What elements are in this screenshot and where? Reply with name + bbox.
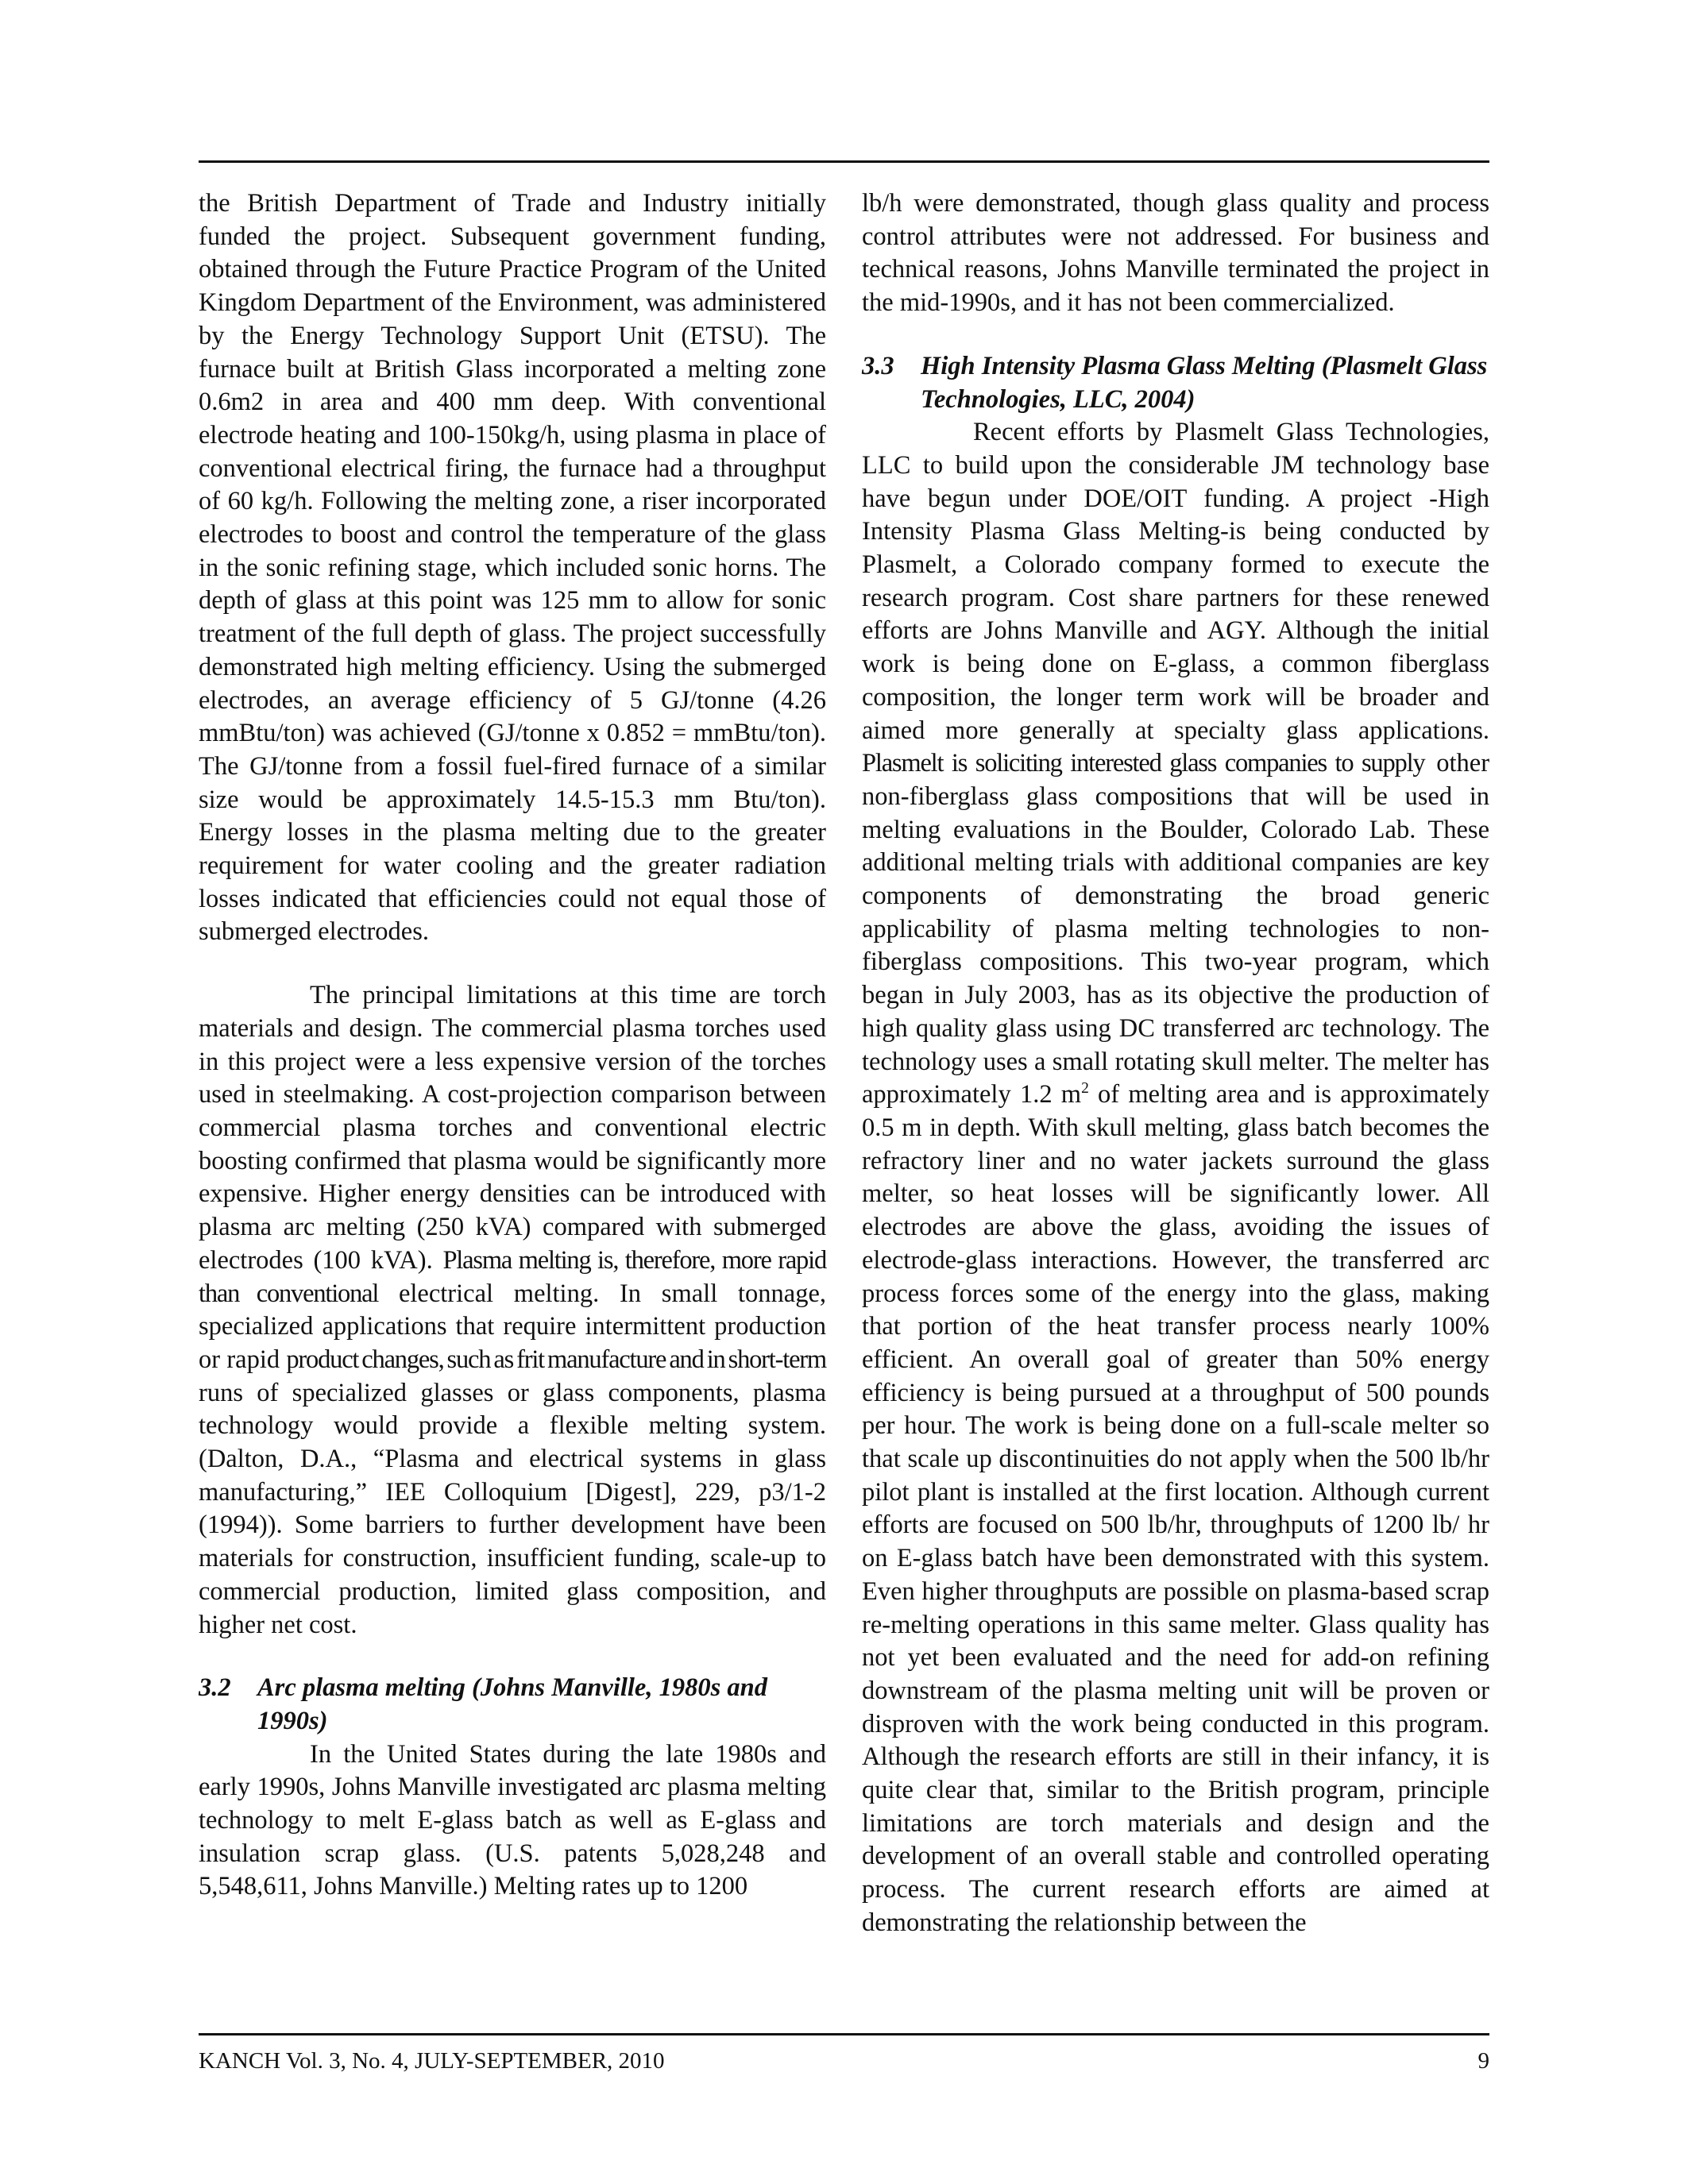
page-number: 9	[1477, 2048, 1489, 2074]
text-run: runs of specialized glasses or glass components, plasma technology would provide a flexible melting system. (Dalton, D.A., “Plasma and electrical systems in glass manufacturing,” IEE Colloquium [Digest], 229, p3/1-2 (1994)). Some barriers to further development have been materials for construction, insufficient funding, scale-up to commercial production, limited glass composition, and higher net cost.	[199, 1378, 826, 1639]
text-run: Plasmelt is soliciting interested glass companies to supply	[862, 749, 1425, 778]
superscript: 2	[1081, 1080, 1089, 1098]
text-run: Plasma melting is, therefore, more rapid than conventional	[199, 1245, 826, 1308]
section-heading	[199, 1672, 826, 1738]
section-title: High Intensity Plasma Glass Melting (Plasmelt Glass Technologies, LLC, 2004)	[921, 351, 1488, 414]
text-run: electrical melting. In small tonnage, specialized applications that require intermittent production or rapid	[199, 1279, 826, 1374]
left-column	[199, 187, 826, 1904]
section-title: Arc plasma melting (Johns Manville, 1980s and 1990s)	[257, 1673, 767, 1735]
text-run: Recent efforts by Plasmelt Glass Technologies, LLC to build upon the considerable JM technology base have begun under DOE/OIT funding. A project -High Intensity Plasma Glass Melting-is being conducted by Plasmelt, a Colorado company formed to execute the research program. Cost share partners for these renewed efforts are Johns Manville and AGY. Although the initial work is being done on E-glass, a common fiberglass composition, the longer term work will be broader and aimed more generally at specialty glass applications.	[862, 418, 1489, 745]
body-paragraph	[199, 979, 826, 1642]
footer-rule	[199, 2033, 1489, 2035]
text-run: other non-fiberglass glass compositions that will be used in melting evaluations in the Boulder, Colorado Lab. These additional melting trials with additional companies are key components of demonstrating the broad generic applicability of plasma melting technologies to non-fiberglass compositions. This two-year program, which began in July 2003, has as its objective the production of high quality glass using DC transferred arc technology. The technology uses a small rotating skull melter. The melter has approximately 1.2 m	[862, 749, 1490, 1109]
body-paragraph: the British Department of Trade and Industry initially funded the project. Subsequent government funding, obtained through the Future Practice Program of the United Kingdom Department of the Environment, was administered by the Energy Technology Support Unit (ETSU). The furnace built at British Glass incorporated a melting zone 0.6m2 in area and 400 mm deep. With conventional electrode heating and 100-150kg/h, using plasma in place of conventional electrical firing, the furnace had a throughput of 60 kg/h. Following the melting zone, a riser incorporated electrodes to boost and control the temperature of the glass in the sonic refining stage, which included sonic horns. The depth of glass at this point was 125 mm to allow for sonic treatment of the full depth of glass. The project successfully demonstrated high melting efficiency. Using the submerged electrodes, an average efficiency of 5 GJ/tonne (4.26 mmBtu/ton) was achieved (GJ/tonne x 0.852 = mmBtu/ton). The GJ/tonne from a fossil fuel-fired furnace of a similar size would be approximately 14.5-15.3 mm Btu/ton). Energy losses in the plasma melting due to the greater requirement for water cooling and the greater radiation losses indicated that efficiencies could not equal those of submerged electrodes.	[199, 189, 826, 947]
text-run: of melting area and is approximately 0.5 m in depth. With skull melting, glass batch becomes the refractory liner and no water jackets surround the glass melter, so heat losses will be significantly lower. All electrodes are above the glass, avoiding the issues of electrode-glass interactions. However, the transferred arc process forces some of the energy into the glass, making that portion of the heat transfer process nearly 100% efficient. An overall goal of greater than 50% energy efficiency is being pursued at a throughput of 500 pounds per hour. The work is being done on a full-scale melter so that scale up discontinuities do not apply when the 500 lb/hr pilot plant is installed at the first location. Although current efforts are focused on 500 lb/hr, throughputs of 1200 lb/ hr on E-glass batch have been demonstrated with this system. Even higher throughputs are possible on plasma-based scrap re-melting operations in this same melter. Glass quality has not yet been evaluated and the need for add-on refining downstream of the plasma melting unit will be proven or disproven with the work being conducted in this program. Although the research efforts are still in their infancy, it is quite clear that, similar to the British program, principle limitations are torch materials and design and the development of an overall stable and controlled operating process. The current research efforts are aimed at demonstrating the relationship between the	[862, 1080, 1489, 1937]
header-rule	[199, 160, 1489, 163]
page-footer	[199, 2047, 1489, 2075]
right-column	[862, 187, 1489, 1940]
text-run: The principal limitations at this time are torch materials and design. The commercial plasma torches used in this project were a less expensive version of the torches used in steelmaking. A cost-projection comparison between commercial plasma torches and conventional electric boosting confirmed that plasma would be significantly more expensive. Higher energy densities can be introduced with plasma arc melting (250 kVA) compared with submerged electrodes (100 kVA).	[199, 981, 826, 1275]
text-run: product changes, such as frit manufacture and in short-term	[286, 1345, 827, 1374]
section-heading	[862, 350, 1489, 416]
body-paragraph: lb/h were demonstrated, though glass quality and process control attributes were not addressed. For business and technical reasons, Johns Manville terminated the project in the mid-1990s, and it has not been commercialized.	[862, 189, 1489, 318]
body-paragraph: In the United States during the late 1980s and early 1990s, Johns Manville investigated arc plasma melting technology to melt E-glass batch as well as E-glass and insulation scrap glass. (U.S. patents 5,028,248 and 5,548,611, Johns Manville.) Melting rates up to 1200	[199, 1739, 826, 1901]
section-number: 3.3	[862, 351, 894, 380]
section-number: 3.2	[199, 1673, 231, 1703]
journal-citation: KANCH Vol. 3, No. 4, JULY-SEPTEMBER, 2010	[199, 2048, 665, 2074]
body-paragraph	[862, 416, 1489, 1939]
